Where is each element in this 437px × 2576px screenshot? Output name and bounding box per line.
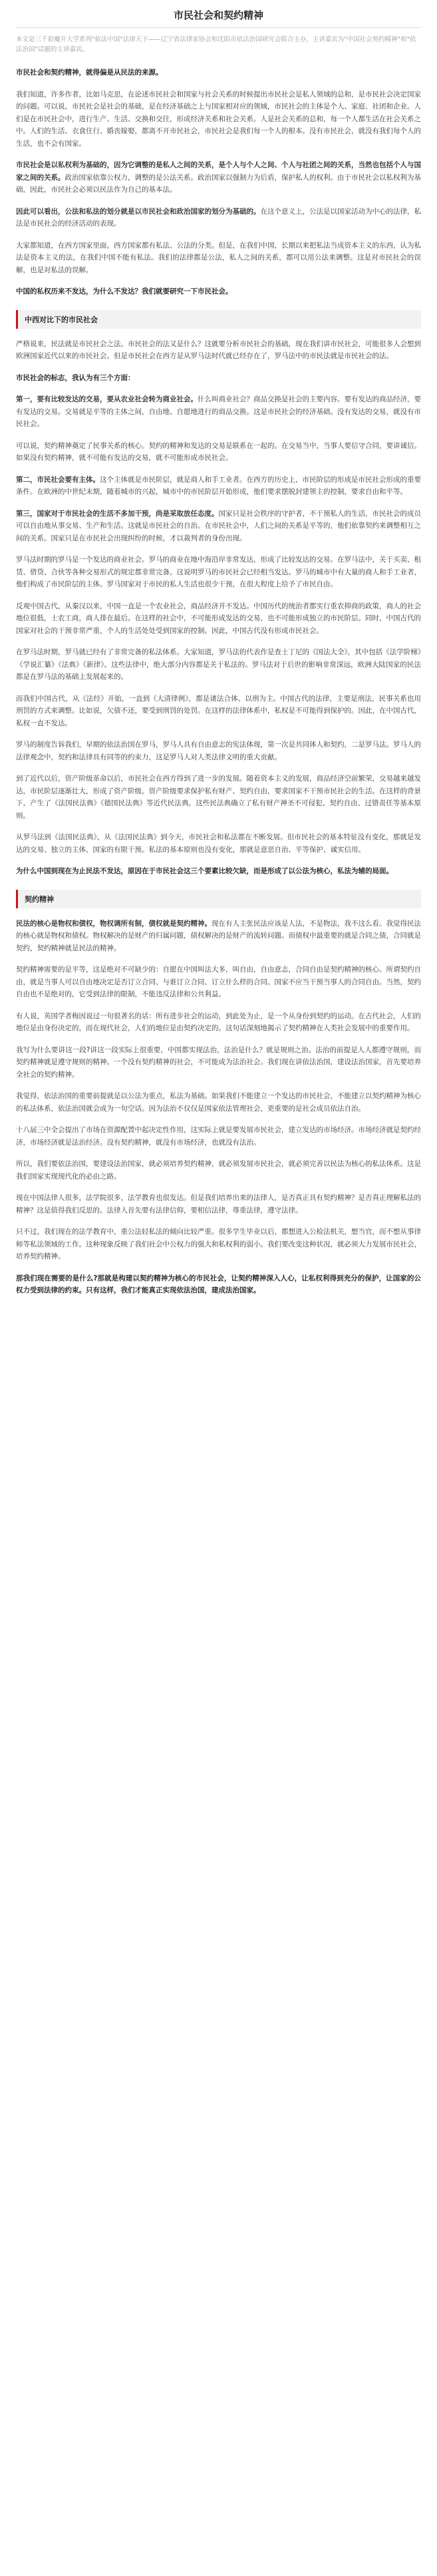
paragraph <box>16 831 421 856</box>
bold-paragraph <box>16 67 421 79</box>
bold-paragraph <box>16 372 421 385</box>
paragraph <box>16 1158 421 1183</box>
paragraph-lead: 第二，市民社会要有主体。 <box>16 475 100 484</box>
paragraph-text: 市民社会和契约精神，就得偏是从民法的来源。 <box>16 69 163 77</box>
paragraph-text: 中国的私权历来不发达，为什么不发达？我们就要研究一下市民社会。 <box>16 287 233 295</box>
paragraph <box>16 773 421 822</box>
paragraph-text: 罗马法时期的罗马是一个发达的商业社会。罗马的商业在地中海沿岸非常发达，形成了比较发达的交易。在罗马法中，关于买卖、租赁、借贷、合伙等各种交易形式的规定都非常完备。这说明罗马的市民社会已经相当发达。罗马的城市中有大量的商人和手工业者，他们构成了市民阶层的主体。罗马国家对于市民的私人生活也很少干预，在很大程度上给予了市民自由。 <box>16 556 421 588</box>
paragraph <box>16 240 421 277</box>
paragraph-text: 十八届三中全会提出了市场在资源配置中起决定性作用，这实际上就是要发展市民社会，建立发达的市场经济。市场经济就是契约经济，市场经济就是法治经济。没有契约精神，就没有市场经济，也就没有法治。 <box>16 1126 421 1147</box>
paragraph <box>16 1044 421 1081</box>
paragraph-text: 市民社会的标志，我认为有三个方面： <box>16 373 135 382</box>
paragraph-text: 到了近代以后，资产阶级革命以后，市民社会在西方得到了进一步的发展。随着资本主义的发展，商品经济空前繁荣，交易越来越发达，市民阶层逐渐壮大，形成了资产阶级。资产阶级要求保护私有财产、契约自由，要求国家不干预市民社会的生活。在这样的背景下，产生了《法国民法典》《德国民法典》等近代民法典，这些民法典确立了私有财产神圣不可侵犯、契约自由、过错责任等基本原则。 <box>16 775 421 820</box>
bold-paragraph <box>16 865 421 878</box>
paragraph-text: 所以，我们要依法治国，要建设法治国家，就必须培养契约精神，就必须发展市民社会，就必须完善以民法为核心的私法体系。这是我们国家实现现代化的必由之路。 <box>16 1160 421 1181</box>
paragraph-text: 在罗马法时期，罗马就已经有了非常完备的私法体系。大家知道，罗马法的代表作是查士丁尼的《国法大全》，其中包括《法学阶梯》《学说汇纂》《法典》《新律》。这些法律中，绝大部分内容都是关于私法的。罗马法对于后世的影响非常深远，欧洲大陆国家的民法都是在罗马法的基础上发展起来的。 <box>16 648 421 681</box>
paragraph-text: 这个主体就是市民阶层，就是商人和手工业者。在西方的历史上，市民阶层的形成是市民社会形成的重要条件。在欧洲的中世纪末期，随着城市的兴起，城市中的市民阶层开始形成，他们要求摆脱封建领主的控制，要求自由和平等。 <box>16 475 421 496</box>
paragraph-lead: 第三，国家对于市民社会的生活不多加干预，尚是采取放任态度。 <box>16 509 219 518</box>
paragraph <box>16 206 421 230</box>
paragraph <box>16 964 421 1001</box>
paragraph-text: 有人说，英国学者梅因说过一句很著名的话：所有进步社会的运动，到此处为止，是一个从身份到契约的运动。在古代社会，人们的地位是由身份决定的，而在现代社会，人们的地位是由契约决定的。这句话深刻地揭示了契约精神在人类社会发展中的重要作用。 <box>16 1012 421 1032</box>
section-heading: 契约精神 <box>16 890 421 908</box>
paragraph <box>16 440 421 464</box>
paragraph-text: 只不过，我们现在的法学教育中，重公法轻私法的倾向比较严重。很多学生毕业以后，都想进入公检法机关，想当官，而不想从事律师等私法领域的工作。这种现象反映了我们社会中公权力的强大和私权利的弱小。我们要改变这种状况，就必须大力发展市民社会，培养契约精神。 <box>16 1228 421 1260</box>
bold-paragraph <box>16 285 421 298</box>
paragraph-lead: 民法的核心是物权和债权，物权调所有制，债权就是契约精神。 <box>16 919 212 928</box>
paragraph <box>16 1010 421 1035</box>
paragraph <box>16 739 421 763</box>
paragraph-text: 我写为什么要讲这一段?讲这一段实际上很重要，中国都实现法治，法治是什么？就是规则之治。法治的前提是人人都遵守规则，而契约精神就是遵守规则的精神。一个没有契约精神的社会，不可能成为法治社会。我们现在讲依法治国，建设法治国家，首先要培养全社会的契约精神。 <box>16 1045 421 1079</box>
paragraph-text: 现在有人主张民法应该是人法，不是物法，我不这么看。我觉得民法的核心就是物权和债权。物权解决的是财产的归属问题，债权解决的是财产的流转问题。而债权中最重要的就是合同之债，合同就是契约，契约精神就是民法的精神。 <box>16 919 421 952</box>
paragraph-lead: 第一，要有比较发达的交易，要从农业社会转为商业社会。 <box>16 395 198 403</box>
paragraph-text: 契约精神需要的是平等，这是绝对不可缺少的：自愿在中国叫法大多，叫自由，自由意志，合同自由是契约精神的核心。所谓契约自由，就是当事人可以自由地决定是否订立合同、与谁订立合同、订立什么样的合同。国家不应当干预当事人的合同自由。当然，契约自由也不是绝对的，它受到法律的限制，不能违反法律和公共利益。 <box>16 966 421 998</box>
paragraph <box>16 89 421 150</box>
paragraph-text: 反观中国古代，从秦汉以来，中国一直是一个农业社会，商品经济并不发达。中国历代的统治者都实行重农抑商的政策，商人的社会地位很低，士农工商，商人排在最后。在这样的社会中，不可能形成发达的交易，也不可能形成独立的市民阶层。同时，中国古代的国家对社会的干预非常严重，个人的生活处处受到国家的控制。因此，中国古代没有形成市民社会。 <box>16 602 421 635</box>
paragraph-text: 在这个意义上，公法是以国家活动为中心的法律，私法是市民社会的经济活动的表现。 <box>16 207 421 228</box>
paragraph <box>16 1226 421 1263</box>
section-heading: 中西对比下的市民社会 <box>16 310 421 329</box>
article-body <box>16 67 421 1297</box>
paragraph-text: 我们知道，许多作者，比如马克思，在论述市民社会和国家与社会关系的时候提出市民社会是私人领域的总和，是市民社会决定国家的问题。可以说，市民社会是社会的基础，是在经济基础之上与国家相对应的领域，市民社会的主体是个人、家庭、社团和企业。人们是在市民社会中，进行生产、生活、交换和交往，形成经济关系和社会关系。人是社会关系的总和，每一个人都生活在社会关系之中。人们的生活、衣食住行、婚丧嫁娶，都离不开市民社会，市民社会是我们每一个人的根本。没有市民社会，就没有我们每个人的生活，也不会有国家。 <box>16 90 421 148</box>
title-divider <box>16 27 421 28</box>
article-title: 市民社会和契约精神 <box>173 9 263 21</box>
paragraph-text: 国家只是社会秩序的守护者，不干预私人的生活，市民社会的成员可以自由地从事交易、生产和生活。这就是市民社会的自治。在市民社会中，人们之间的关系是平等的，他们依靠契约来调整相互之间的关系。国家只是在市民社会出现纠纷的时候，才以裁判者的身份出现。 <box>16 509 421 542</box>
paragraph-lead: 因此可以看出，公法和私法的划分就是以市民社会和政治国家的划分为基础的。 <box>16 207 261 216</box>
paragraph <box>16 600 421 638</box>
paragraph-text: 而我们中国古代，从《法经》开始，一直到《大清律例》，都是诸法合体、以刑为主。中国古代的法律，主要是刑法，民事关系也用刑罚的方式来调整。比如说，欠债不还，要受到刑罚的处罚。在这样的法律体系中，私权是不可能得到保护的。因此，在中国古代，私权一直不发达。 <box>16 694 421 727</box>
paragraph-text: 从罗马法到《法国民法典》，从《法国民法典》到今天，市民社会和私法都在不断发展。但市民社会的基本特征没有变化，那就是发达的交易、独立的主体、国家的有限干预。私法的基本原则也没有变化，那就是意思自治、平等保护、诚实信用。 <box>16 833 421 854</box>
paragraph <box>16 474 421 498</box>
paragraph <box>16 508 421 545</box>
paragraph-text: 我觉得，依法治国的重要前提就是以公法为重点，私法为基础。如果我们不能建立一个发达的市民社会，不能建立以契约精神为核心的私法体系，依法治国就会成为一句空话。因为法治不仅仅是国家依法管理社会，更重要的是社会成员依法自治。 <box>16 1092 421 1113</box>
bold-paragraph <box>16 1272 421 1297</box>
paragraph <box>16 159 421 196</box>
paragraph-lead: 市民社会是以私权利为基础的，因为它调整的是私人之间的关系，是个人与个人之间、个人与社团之间的关系，当然也包括个人与国家之间的关系。 <box>16 161 421 182</box>
paragraph <box>16 1090 421 1115</box>
paragraph <box>16 554 421 591</box>
paragraph <box>16 338 421 363</box>
paragraph <box>16 1124 421 1149</box>
paragraph <box>16 1192 421 1216</box>
paragraph-text: 什么叫商业社会？商品交换是社会的主要内容。要有发达的商品经济，要有发达的交易。交易就是平等的主体之间，自由地、自愿地进行的商品交换。这是市民社会的经济基础。没有发达的交易，就没有市民社会。 <box>16 395 421 428</box>
paragraph <box>16 693 421 730</box>
paragraph-text: 严格说来，民法就是市民社会之法。市民社会的法又是什么？这就要分析市民社会的基础，现在我们讲市民社会，可能很多人会想到欧洲国家近代以来的市民社会。但是市民社会在西方是从罗马法时代就已经存在了，罗马法中的市民法就是市民社会的法。 <box>16 339 421 360</box>
paragraph-text: 罗马的制度告诉我们，早期的依法治国在罗马，罗马人具有自由意志的宪法体现，第一次是共同体人和契约，二是罗马法。罗马人的法律观念中，契约和法律具有同等的约束力，这是罗马人对人类法律文明的重大贡献。 <box>16 741 421 761</box>
article-preface: 本文是三千彩魔开大学系列"依法中国"法律天下——辽宁省法律家协会和沈阳市依法治国研究会联合主办，主讲嘉宾为"中国社会契约精神"和"依法治国"话题的主讲嘉宾。 <box>16 36 416 53</box>
paragraph-text: 政治国家依靠公权力，调整的是公法关系。政治国家以强制力为后盾，保护私人的权利。由于市民社会以私权利为基础，因此，市民社会必须以民法作为自己的基本法。 <box>16 173 421 194</box>
paragraph-text: 那我们现在需要的是什么?那就是构建以契约精神为核心的市民社会，让契约精神深入人心，让私权利得到充分的保护，让国家的公权力受到法律的约束。只有这样，我们才能真正实现依法治国，建成法治国家。 <box>16 1274 421 1294</box>
paragraph-text: 为什么中国到现在为止民法不发达，原因在于市民社会这三个要素比较欠缺，而是形成了以公法为核心，私法为辅的局面。 <box>16 867 393 875</box>
paragraph-text: 可以说，契约精神奠定了民事关系的核心。契约的精神和发达的交易是联系在一起的。在交易当中，当事人要信守合同，要讲诚信。如果没有契约精神，就不可能有发达的交易，就不可能形成市民社会。 <box>16 441 421 462</box>
paragraph-text: 现在中国法律人很多，法学院很多，法学教育也很发达。但是我们培养出来的法律人，是否真正具有契约精神？是否真正理解私法的精神？这是值得我们反思的。法律人首先要有法律信仰，要相信法律，尊重法律，遵守法律。 <box>16 1194 421 1214</box>
paragraph <box>16 918 421 955</box>
paragraph <box>16 393 421 431</box>
paragraph <box>16 646 421 683</box>
paragraph-text: 大家都知道，在西方国家里面，西方国家都有私法、公法的分类。但是，在我们中国，长期以来把私法当成资本主义的东西，认为私法是资本主义的法，在我们中国不能有私法。我们的法律都是公法，私人之间的关系，都可以用公法来调整。这是对市民社会的误解，也是对私法的误解。 <box>16 241 421 274</box>
